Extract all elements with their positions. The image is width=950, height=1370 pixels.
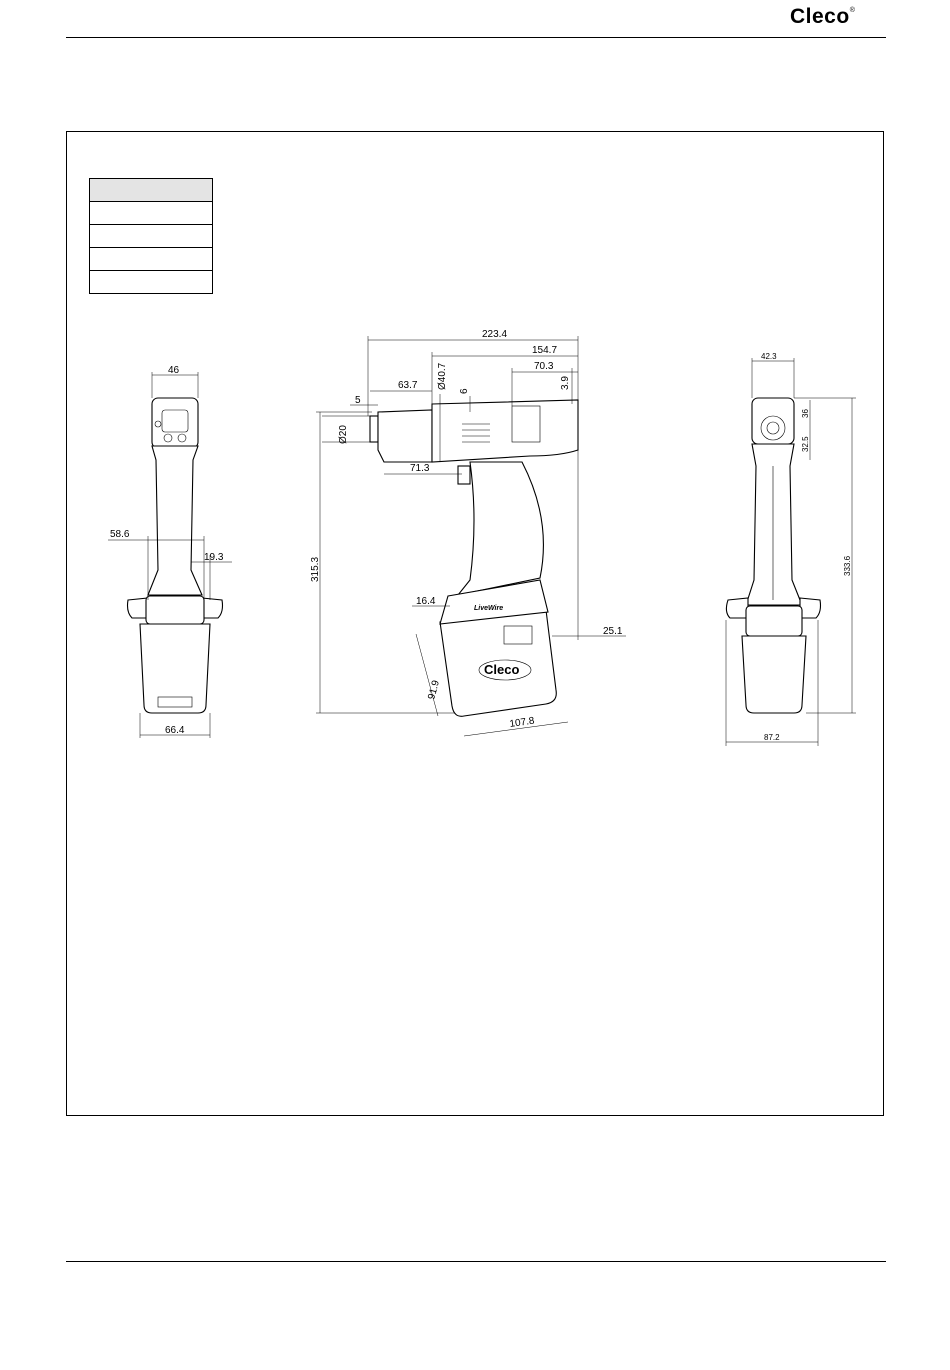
front-handle — [148, 446, 202, 595]
side-dim-16-4: 16.4 — [416, 596, 436, 607]
rear-battery — [742, 636, 806, 713]
rear-handle — [746, 444, 802, 605]
front-battery — [140, 624, 210, 713]
rear-dim-36: 36 — [801, 409, 810, 418]
front-dim-58-6: 58.6 — [110, 529, 130, 540]
brand-name: Cleco — [790, 5, 850, 28]
front-dim-66-4: 66.4 — [165, 725, 185, 736]
side-dim-223-4: 223.4 — [482, 329, 508, 340]
side-dim-3-9: 3.9 — [560, 376, 571, 390]
rear-dim-87-2: 87.2 — [764, 733, 780, 742]
front-battery-top — [146, 596, 204, 624]
side-grip — [458, 462, 543, 595]
side-dim-154-7: 154.7 — [532, 345, 558, 356]
side-nose — [378, 410, 432, 462]
side-dim-dia-40-7: Ø40.7 — [437, 362, 448, 390]
side-dim-107-8: 107.8 — [508, 715, 536, 730]
dim-line — [416, 634, 438, 716]
rear-view — [726, 352, 856, 746]
side-dim-25-1: 25.1 — [603, 626, 623, 637]
side-dim-315-3: 315.3 — [310, 556, 321, 582]
side-motor-body — [432, 400, 578, 462]
footer-rule — [66, 1261, 886, 1262]
rear-battery-top — [746, 606, 802, 636]
front-view — [108, 365, 232, 738]
side-battery-logo: Cleco — [484, 662, 520, 677]
front-head — [152, 398, 198, 448]
rear-dim-32-5: 32.5 — [801, 436, 810, 452]
side-trigger — [458, 466, 470, 484]
side-dim-5: 5 — [355, 395, 361, 406]
rear-head — [752, 398, 794, 444]
side-product-mark: LiveWire — [474, 605, 504, 612]
front-ear-right — [202, 598, 223, 618]
rear-dim-333-6: 333.6 — [843, 555, 852, 576]
registered-mark: ® — [849, 7, 856, 14]
front-ear-left — [128, 598, 149, 618]
rear-dim-42-3: 42.3 — [761, 352, 777, 361]
side-dim-71-3: 71.3 — [410, 463, 430, 474]
front-dim-19-3: 19.3 — [204, 552, 224, 563]
side-dim-70-3: 70.3 — [534, 361, 554, 372]
side-spindle — [370, 416, 378, 442]
side-dim-6: 6 — [459, 388, 470, 394]
side-dim-91-9: 91.9 — [426, 679, 442, 701]
rear-ear-right — [800, 598, 821, 618]
rear-ear-left — [726, 598, 748, 618]
side-dim-63-7: 63.7 — [398, 380, 418, 391]
front-dim-46: 46 — [168, 365, 180, 376]
side-dim-dia-20: Ø20 — [338, 425, 349, 444]
side-view — [310, 329, 626, 736]
